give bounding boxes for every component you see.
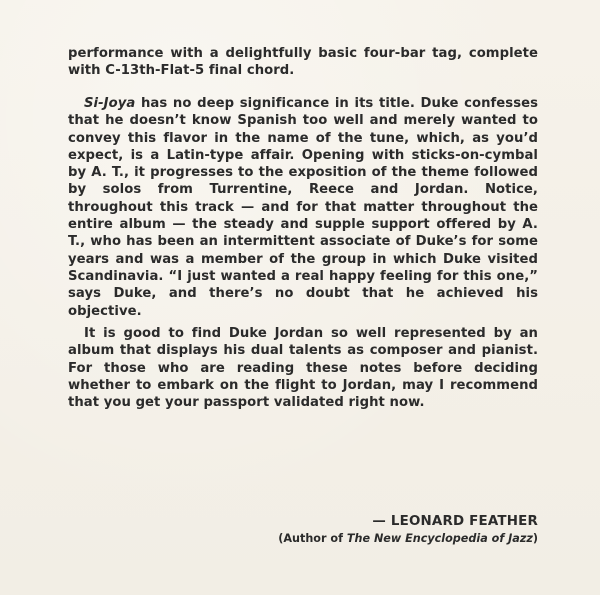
- song-title-si-joya: Si-Joya: [84, 96, 136, 111]
- author-name: — LEONARD FEATHER: [372, 514, 538, 529]
- book-title: The New Encyclopedia of Jazz: [346, 532, 533, 545]
- paragraph-2: [68, 95, 538, 320]
- paragraph-continuation: [68, 45, 538, 80]
- paragraph-2-text: has no deep significance in its title. Duke confesses that he doesn’t know Spanish too well and merely wanted to convey this flavor in the name of the tune, which, as you’d expect, is a Latin-type affair. Opening with sticks-on-cymbal by A. T., it progresses to the exposition of the theme followed by solos from Turrentine, Reece and Jordan. Notice, throughout this track — and for that matter throughout the entire album — the steady and supple support offered by A. T., who has been an intermittent associate of Duke’s for some years and was a member of the group in which Duke visited Scandinavia. “I just wanted a real happy feeling for this one,” says Duke, and there’s no doubt that he achieved his objective.: [68, 96, 538, 319]
- paragraph-3-text: It is good to find Duke Jordan so well represented by an album that displays his dual talents as composer and pianist. For those who are reading these notes before deciding whether to embark on the flight to Jordan, may I recommend that you get your passport validated right now.: [68, 326, 538, 411]
- paragraph-closing: [68, 325, 538, 411]
- paragraph-si-joya: [68, 95, 538, 320]
- author-signature: [278, 513, 538, 547]
- author-credit-prefix: (Author of: [278, 532, 347, 545]
- author-credit: [278, 531, 538, 547]
- author-credit-suffix: ): [532, 532, 538, 545]
- paragraph-1-text: performance with a delightfully basic four-bar tag, complete with C-13th-Flat-5 final chord.: [68, 46, 538, 79]
